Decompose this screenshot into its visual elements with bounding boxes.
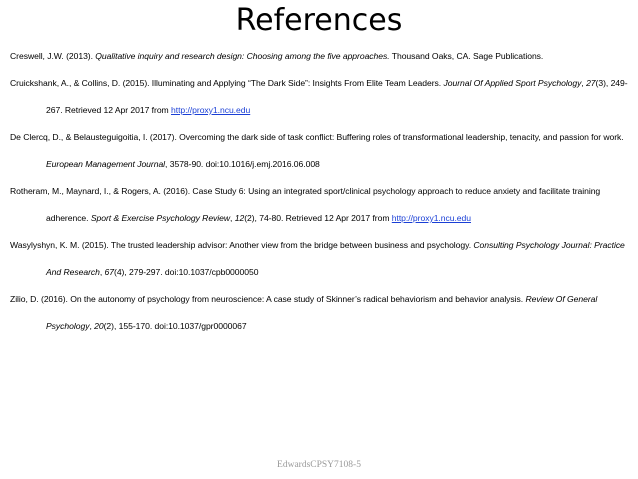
reference-volume: 67 xyxy=(104,267,115,277)
reference-journal: Review Of General Psychology xyxy=(46,294,598,331)
reference-text: Thousand Oaks, CA. Sage Publications. xyxy=(389,51,544,61)
reference-link[interactable]: http://proxy1.ncu.edu xyxy=(171,105,251,115)
reference-journal: Consulting Psychology Journal: Practice And Research xyxy=(46,240,625,277)
reference-item xyxy=(10,70,632,124)
reference-list xyxy=(10,43,632,340)
footer-label: EdwardsCPSY7108-5 xyxy=(277,460,361,470)
reference-text: , xyxy=(89,321,95,331)
reference-title: Qualitative inquiry and research design: Choosing among the five approaches. xyxy=(95,51,390,61)
reference-volume: 12 xyxy=(234,213,245,223)
reference-text: (2), 155-170. doi:10.1037/gpr0000067 xyxy=(103,321,247,331)
reference-text: , xyxy=(581,78,587,88)
reference-text: , xyxy=(99,267,105,277)
reference-item xyxy=(10,178,632,232)
reference-item xyxy=(10,232,632,286)
reference-journal: Sport & Exercise Psychology Review xyxy=(90,213,231,223)
page-title: References xyxy=(235,3,403,38)
reference-text: De Clercq, D., & Belausteguigoitia, I. (2017). Overcoming the dark side of task conflict: Buffering roles of transformational leadership, tenacity, and passion for work. xyxy=(10,132,624,142)
reference-item xyxy=(10,43,632,70)
reference-text: (3), 249-267. Retrieved 12 Apr 2017 from xyxy=(46,78,628,115)
reference-link[interactable]: http://proxy1.ncu.edu xyxy=(391,213,471,223)
reference-text: Zilio, D. (2016). On the autonomy of psychology from neuroscience: A case study of Skinner’s radical behaviorism and behavior analysis. xyxy=(10,294,526,304)
reference-text: (2), 74-80. Retrieved 12 Apr 2017 from xyxy=(244,213,392,223)
reference-text: Wasylyshyn, K. M. (2015). The trusted leadership advisor: Another view from the bridge between business and psychology. xyxy=(10,240,474,250)
reference-journal: Journal Of Applied Sport Psychology xyxy=(443,78,582,88)
reference-text: Creswell, J.W. (2013). xyxy=(10,51,96,61)
reference-text: , xyxy=(230,213,235,223)
reference-volume: 27 xyxy=(586,78,596,88)
reference-item xyxy=(10,286,632,340)
reference-volume: 20 xyxy=(94,321,104,331)
reference-text: , 35 xyxy=(165,159,180,169)
reference-text: (4), 279-297. doi:10.1037/cpb0000050 xyxy=(114,267,259,277)
reference-text: Cruickshank, A., & Collins, D. (2015). Illuminating and Applying “The Dark Side”: Insights From Elite Team Leaders. xyxy=(10,78,444,88)
reference-text: 78-90. doi:10.1016/j.emj.2016.06.008 xyxy=(179,159,320,169)
reference-text: Rotheram, M., Maynard, I., & Rogers, A. (2016). Case Study 6: Using an integrated sport/clinical psychology approach to reduce anxiety and facilitate training adherence. xyxy=(10,186,601,223)
reference-journal: European Management Journal xyxy=(46,159,166,169)
reference-item xyxy=(10,124,632,178)
